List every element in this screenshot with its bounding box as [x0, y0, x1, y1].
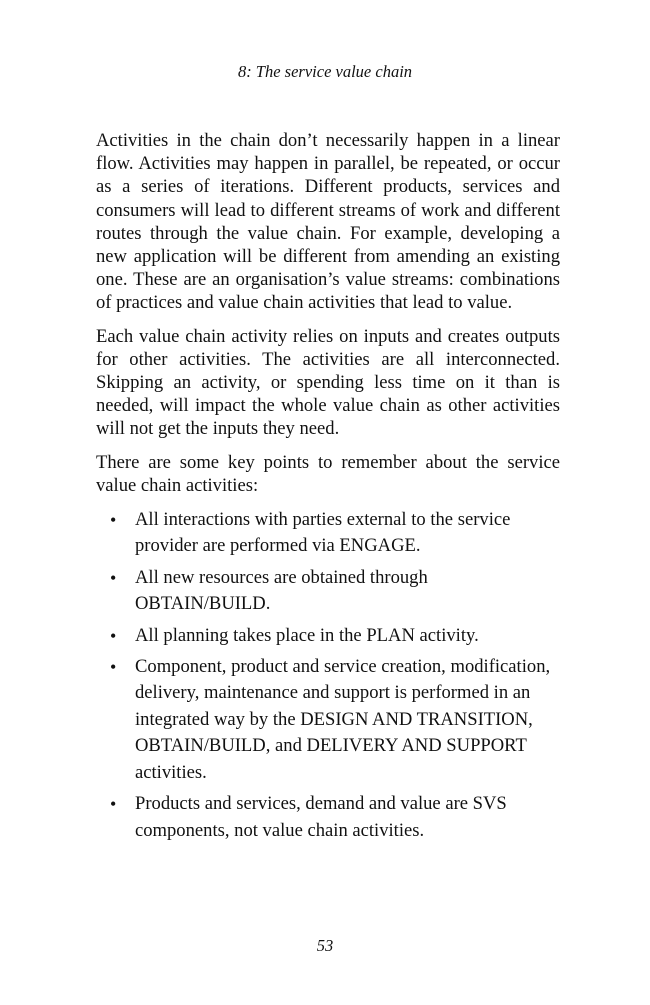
bullet-icon: • [110, 510, 117, 531]
bullet-text: All new resources are obtained through OBTAIN/BUILD. [135, 566, 428, 615]
bullet-icon: • [110, 625, 117, 646]
bullet-item [96, 791, 560, 844]
bullet-list [96, 507, 560, 844]
running-header: 8: The service value chain [237, 62, 413, 81]
paragraph: There are some key points to remember about the service value chain activities: [96, 451, 560, 496]
paragraph: Each value chain activity relies on inputs and creates outputs for other activities. The activities are all interconnected. Skipping an activity, or spending less time on it than is needed, will impact the whole value chain as other activities will not get the inputs they need. [96, 325, 560, 440]
page-number: 53 [316, 936, 334, 955]
bullet-icon: • [110, 657, 117, 678]
bullet-text: All planning takes place in the PLAN activity. [135, 624, 479, 646]
bullet-text: Component, product and service creation, modification, delivery, maintenance and support is performed in an integrated way by the DESIGN AND TRANSITION, OBTAIN/BUILD, and DELIVERY AND SUPPORT activities. [135, 656, 551, 783]
bullet-text: Products and services, demand and value are SVS components, not value chain activities. [135, 793, 507, 841]
bullet-item [96, 565, 560, 618]
bullet-icon: • [110, 567, 117, 588]
body-text [96, 129, 560, 849]
bullet-item [96, 654, 560, 786]
bullet-icon: • [110, 794, 117, 815]
paragraph: Activities in the chain don’t necessarily happen in a linear flow. Activities may happen in parallel, be repeated, or occur as a series of iterations. Different products, services and consumers will lead to different streams of work and different routes through the value chain. For example, developing a new application will be different from amending an existing one. These are an organisation’s value streams: combinations of practices and value chain activities that lead to value. [96, 130, 560, 314]
bullet-item [96, 507, 560, 560]
bullet-text: All interactions with parties external to the service provider are performed via ENGAGE. [135, 509, 511, 557]
bullet-item [96, 623, 560, 649]
